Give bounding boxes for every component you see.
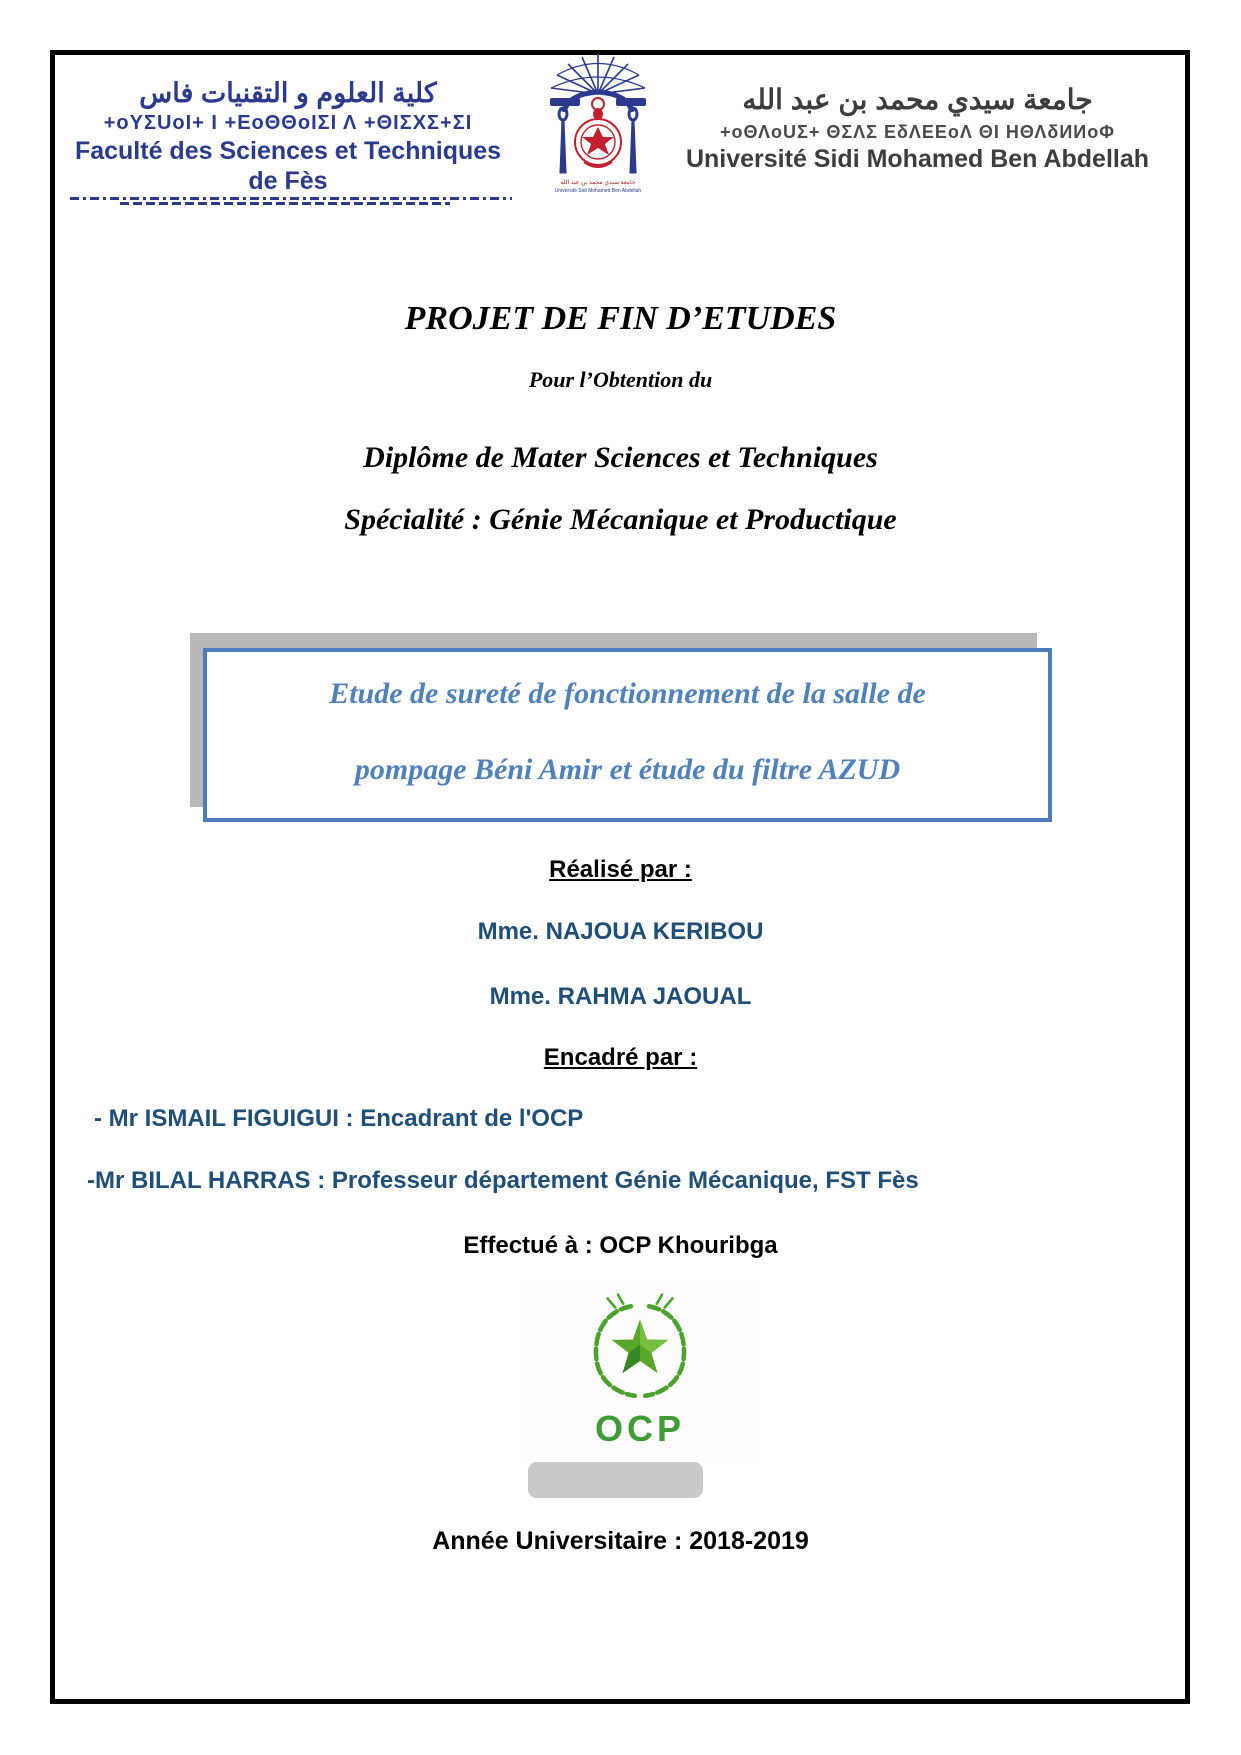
ocp-logo: [575, 1292, 705, 1412]
ocp-wordmark: OCP: [594, 1408, 685, 1449]
ocp-emblem-icon: [575, 1292, 705, 1412]
emblem-caption-arabic: جامعة سيدي محمد بن عبد الله: [560, 180, 636, 186]
supervisor-line-1: - Mr ISMAIL FIGUIGUI : Encadrant de l'OCP: [94, 1105, 584, 1132]
header-divider-dashline-2: [120, 202, 450, 205]
topic-box: [203, 648, 1052, 822]
encadre-par-label: Encadré par :: [543, 1044, 698, 1071]
emblem-caption-latin: Université Sidi Mohamed Ben Abdellah: [554, 188, 642, 194]
university-name-latin: Université Sidi Mohamed Ben Abdellah: [685, 145, 1150, 173]
project-subtitle: Pour l’Obtention du: [528, 367, 713, 392]
faculty-name-arabic: كلية العلوم و التقنيات فاس: [139, 78, 437, 108]
author-name-1: Mme. NAJOUA KERIBOU: [477, 918, 764, 945]
realise-par-label-row: [0, 856, 1241, 884]
faculty-header-block: [62, 76, 514, 196]
university-logo: [538, 52, 658, 202]
supervisor-line-2: -Mr BILAL HARRAS : Professeur département Génie Mécanique, FST Fès: [87, 1167, 919, 1194]
university-header-block: [665, 80, 1170, 174]
faculty-name-tifinagh: +oYΣUoΙ+ Ι +ΕoΘΘoΙΣΙ Λ +ΘΙΣΧΣ+ΣΙ: [103, 112, 473, 134]
location-line: Effectué à : OCP Khouribga: [463, 1232, 778, 1259]
author-name-2: Mme. RAHMA JAOUAL: [489, 983, 752, 1010]
university-name-tifinagh: +oΘΛoUΣ+ ΘΣΛΣ ΕδΛΕΕoΛ ΘΙ ΗΘΛδИИoΦ: [720, 122, 1115, 142]
academic-year-line: Année Universitaire : 2018-2019: [432, 1527, 809, 1555]
topic-line-1: Etude de sureté de fonctionnement de la salle de: [329, 677, 926, 710]
project-title: PROJET DE FIN D’ETUDES: [404, 300, 837, 337]
diploma-title: Diplôme de Mater Sciences et Techniques: [363, 441, 878, 474]
encadre-par-label-row: [0, 1044, 1241, 1072]
author-row: [0, 983, 1241, 1011]
ocp-logo-graybar: [528, 1462, 703, 1498]
header-divider-dashline: [70, 197, 512, 200]
realise-par-label: Réalisé par :: [549, 856, 692, 883]
faculty-name-french: Faculté des Sciences et Techniques de Fès: [74, 137, 502, 195]
specialty-title: Spécialité : Génie Mécanique et Productique: [344, 503, 897, 536]
author-row: [0, 918, 1241, 946]
topic-line-2: pompage Béni Amir et étude du filtre AZUD: [354, 753, 901, 786]
university-name-arabic: جامعة سيدي محمد بن عبد الله: [742, 84, 1093, 115]
